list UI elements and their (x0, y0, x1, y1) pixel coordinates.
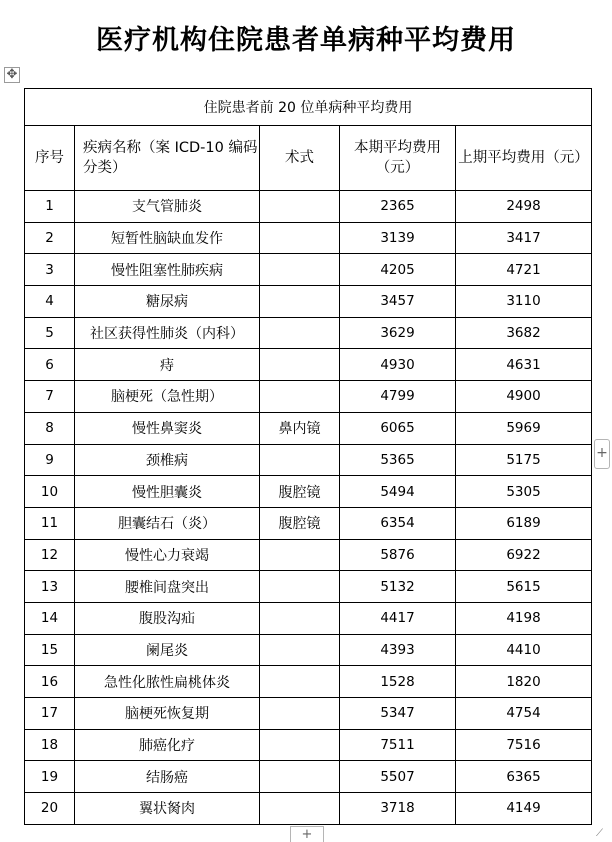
cell-disease[interactable]: 肺癌化疗 (75, 729, 260, 761)
cell-index[interactable]: 20 (25, 793, 75, 825)
cell-index[interactable]: 5 (25, 317, 75, 349)
cell-disease[interactable]: 慢性鼻窦炎 (75, 412, 260, 444)
cell-index[interactable]: 8 (25, 412, 75, 444)
cell-procedure[interactable] (260, 793, 340, 825)
cell-previous-cost[interactable]: 5615 (456, 571, 592, 603)
cell-current-cost[interactable]: 4799 (340, 381, 456, 413)
cell-current-cost[interactable]: 2365 (340, 191, 456, 223)
cell-previous-cost[interactable]: 5969 (456, 412, 592, 444)
cell-index[interactable]: 19 (25, 761, 75, 793)
cell-index[interactable]: 1 (25, 191, 75, 223)
table-row (25, 349, 592, 381)
cell-procedure[interactable] (260, 381, 340, 413)
add-column-button[interactable] (594, 439, 610, 469)
plus-icon: + (301, 827, 313, 842)
add-row-button[interactable] (290, 826, 324, 842)
cell-current-cost[interactable]: 5507 (340, 761, 456, 793)
header-disease[interactable]: 疾病名称（案 ICD-10 编码分类） (75, 126, 260, 191)
cell-procedure[interactable]: 腹腔镜 (260, 476, 340, 508)
cell-current-cost[interactable]: 1528 (340, 666, 456, 698)
table-move-handle[interactable] (4, 67, 20, 83)
cell-disease[interactable]: 颈椎病 (75, 444, 260, 476)
cell-current-cost[interactable]: 5494 (340, 476, 456, 508)
cell-index[interactable]: 6 (25, 349, 75, 381)
cell-procedure[interactable] (260, 349, 340, 381)
cell-current-cost[interactable]: 7511 (340, 729, 456, 761)
cell-current-cost[interactable]: 5365 (340, 444, 456, 476)
cell-previous-cost[interactable]: 6922 (456, 539, 592, 571)
cell-procedure[interactable] (260, 729, 340, 761)
cell-disease[interactable]: 胆囊结石（炎） (75, 507, 260, 539)
cell-previous-cost[interactable]: 3682 (456, 317, 592, 349)
table-row (25, 602, 592, 634)
table-row (25, 286, 592, 318)
cell-previous-cost[interactable]: 4900 (456, 381, 592, 413)
cell-disease[interactable]: 阑尾炎 (75, 634, 260, 666)
cell-previous-cost[interactable]: 3417 (456, 222, 592, 254)
cell-previous-cost[interactable]: 1820 (456, 666, 592, 698)
cell-index[interactable]: 12 (25, 539, 75, 571)
cell-current-cost[interactable]: 3139 (340, 222, 456, 254)
cell-index[interactable]: 9 (25, 444, 75, 476)
table-row (25, 666, 592, 698)
cell-previous-cost[interactable]: 6189 (456, 507, 592, 539)
table-row (25, 381, 592, 413)
cell-current-cost[interactable]: 3629 (340, 317, 456, 349)
cell-index[interactable]: 16 (25, 666, 75, 698)
resize-icon: ⟋ (596, 828, 603, 839)
cell-current-cost[interactable]: 4417 (340, 602, 456, 634)
header-previous-cost[interactable]: 上期平均费用（元） (456, 126, 592, 191)
header-index[interactable]: 序号 (25, 126, 75, 191)
table-row (25, 634, 592, 666)
cell-procedure[interactable] (260, 539, 340, 571)
cell-procedure[interactable] (260, 666, 340, 698)
cell-previous-cost[interactable]: 6365 (456, 761, 592, 793)
cell-previous-cost[interactable]: 4149 (456, 793, 592, 825)
table-header-row (25, 126, 592, 191)
cell-previous-cost[interactable]: 4631 (456, 349, 592, 381)
table-row (25, 507, 592, 539)
cell-procedure[interactable] (260, 571, 340, 603)
cell-procedure[interactable] (260, 222, 340, 254)
cell-current-cost[interactable]: 4205 (340, 254, 456, 286)
header-current-cost[interactable]: 本期平均费用（元） (340, 126, 456, 191)
cell-previous-cost[interactable]: 4721 (456, 254, 592, 286)
cell-previous-cost[interactable]: 3110 (456, 286, 592, 318)
cell-disease[interactable]: 腹股沟疝 (75, 602, 260, 634)
cell-procedure[interactable] (260, 191, 340, 223)
cell-index[interactable]: 2 (25, 222, 75, 254)
cell-disease[interactable]: 慢性阻塞性肺疾病 (75, 254, 260, 286)
table-row (25, 729, 592, 761)
table-row (25, 444, 592, 476)
table-row (25, 698, 592, 730)
cell-index[interactable]: 7 (25, 381, 75, 413)
cell-procedure[interactable] (260, 444, 340, 476)
table-row (25, 793, 592, 825)
cell-disease[interactable]: 腰椎间盘突出 (75, 571, 260, 603)
cell-previous-cost[interactable]: 2498 (456, 191, 592, 223)
cell-previous-cost[interactable]: 7516 (456, 729, 592, 761)
cell-index[interactable]: 11 (25, 507, 75, 539)
cell-disease[interactable]: 社区获得性肺炎（内科） (75, 317, 260, 349)
cell-index[interactable]: 4 (25, 286, 75, 318)
cell-procedure[interactable] (260, 634, 340, 666)
cell-disease[interactable]: 急性化脓性扁桃体炎 (75, 666, 260, 698)
cell-previous-cost[interactable]: 4410 (456, 634, 592, 666)
cell-previous-cost[interactable]: 4754 (456, 698, 592, 730)
table-row (25, 412, 592, 444)
header-procedure[interactable]: 术式 (260, 126, 340, 191)
table-row (25, 317, 592, 349)
cell-disease[interactable]: 短暂性脑缺血发作 (75, 222, 260, 254)
cell-procedure[interactable]: 腹腔镜 (260, 507, 340, 539)
table-row (25, 539, 592, 571)
document-title: 医疗机构住院患者单病种平均费用 (96, 25, 516, 56)
cell-current-cost[interactable]: 3457 (340, 286, 456, 318)
cell-procedure[interactable] (260, 602, 340, 634)
cell-disease[interactable]: 痔 (75, 349, 260, 381)
cell-disease[interactable]: 脑梗死（急性期） (75, 381, 260, 413)
cell-current-cost[interactable]: 5132 (340, 571, 456, 603)
cell-index[interactable]: 18 (25, 729, 75, 761)
cell-previous-cost[interactable]: 5175 (456, 444, 592, 476)
table-resize-handle[interactable] (596, 828, 608, 840)
cell-procedure[interactable] (260, 254, 340, 286)
cell-disease[interactable]: 支气管肺炎 (75, 191, 260, 223)
table-row (25, 571, 592, 603)
cell-current-cost[interactable]: 6065 (340, 412, 456, 444)
cell-disease[interactable]: 慢性心力衰竭 (75, 539, 260, 571)
move-arrows-icon: ✥ (6, 67, 18, 82)
cell-disease[interactable]: 脑梗死恢复期 (75, 698, 260, 730)
cell-procedure[interactable] (260, 698, 340, 730)
cell-current-cost[interactable]: 3718 (340, 793, 456, 825)
table-row (25, 191, 592, 223)
table-caption[interactable]: 住院患者前 20 位单病种平均费用 (25, 89, 592, 126)
table-row (25, 476, 592, 508)
cell-index[interactable]: 10 (25, 476, 75, 508)
cell-index[interactable]: 17 (25, 698, 75, 730)
cell-current-cost[interactable]: 5347 (340, 698, 456, 730)
cell-previous-cost[interactable]: 5305 (456, 476, 592, 508)
cell-current-cost[interactable]: 4930 (340, 349, 456, 381)
table-row (25, 222, 592, 254)
cell-procedure[interactable] (260, 317, 340, 349)
plus-icon: + (596, 445, 608, 461)
table-row (25, 254, 592, 286)
cost-table (24, 88, 592, 825)
cell-previous-cost[interactable]: 4198 (456, 602, 592, 634)
cell-procedure[interactable] (260, 286, 340, 318)
cell-current-cost[interactable]: 5876 (340, 539, 456, 571)
table-caption-row (25, 89, 592, 126)
cell-current-cost[interactable]: 6354 (340, 507, 456, 539)
cell-index[interactable]: 3 (25, 254, 75, 286)
cell-disease[interactable]: 慢性胆囊炎 (75, 476, 260, 508)
cell-disease[interactable]: 结肠癌 (75, 761, 260, 793)
cell-procedure[interactable] (260, 761, 340, 793)
cell-procedure[interactable]: 鼻内镜 (260, 412, 340, 444)
cell-index[interactable]: 13 (25, 571, 75, 603)
cell-index[interactable]: 14 (25, 602, 75, 634)
cell-current-cost[interactable]: 4393 (340, 634, 456, 666)
cell-disease[interactable]: 翼状胬肉 (75, 793, 260, 825)
cell-disease[interactable]: 糖尿病 (75, 286, 260, 318)
table-row (25, 761, 592, 793)
cell-index[interactable]: 15 (25, 634, 75, 666)
